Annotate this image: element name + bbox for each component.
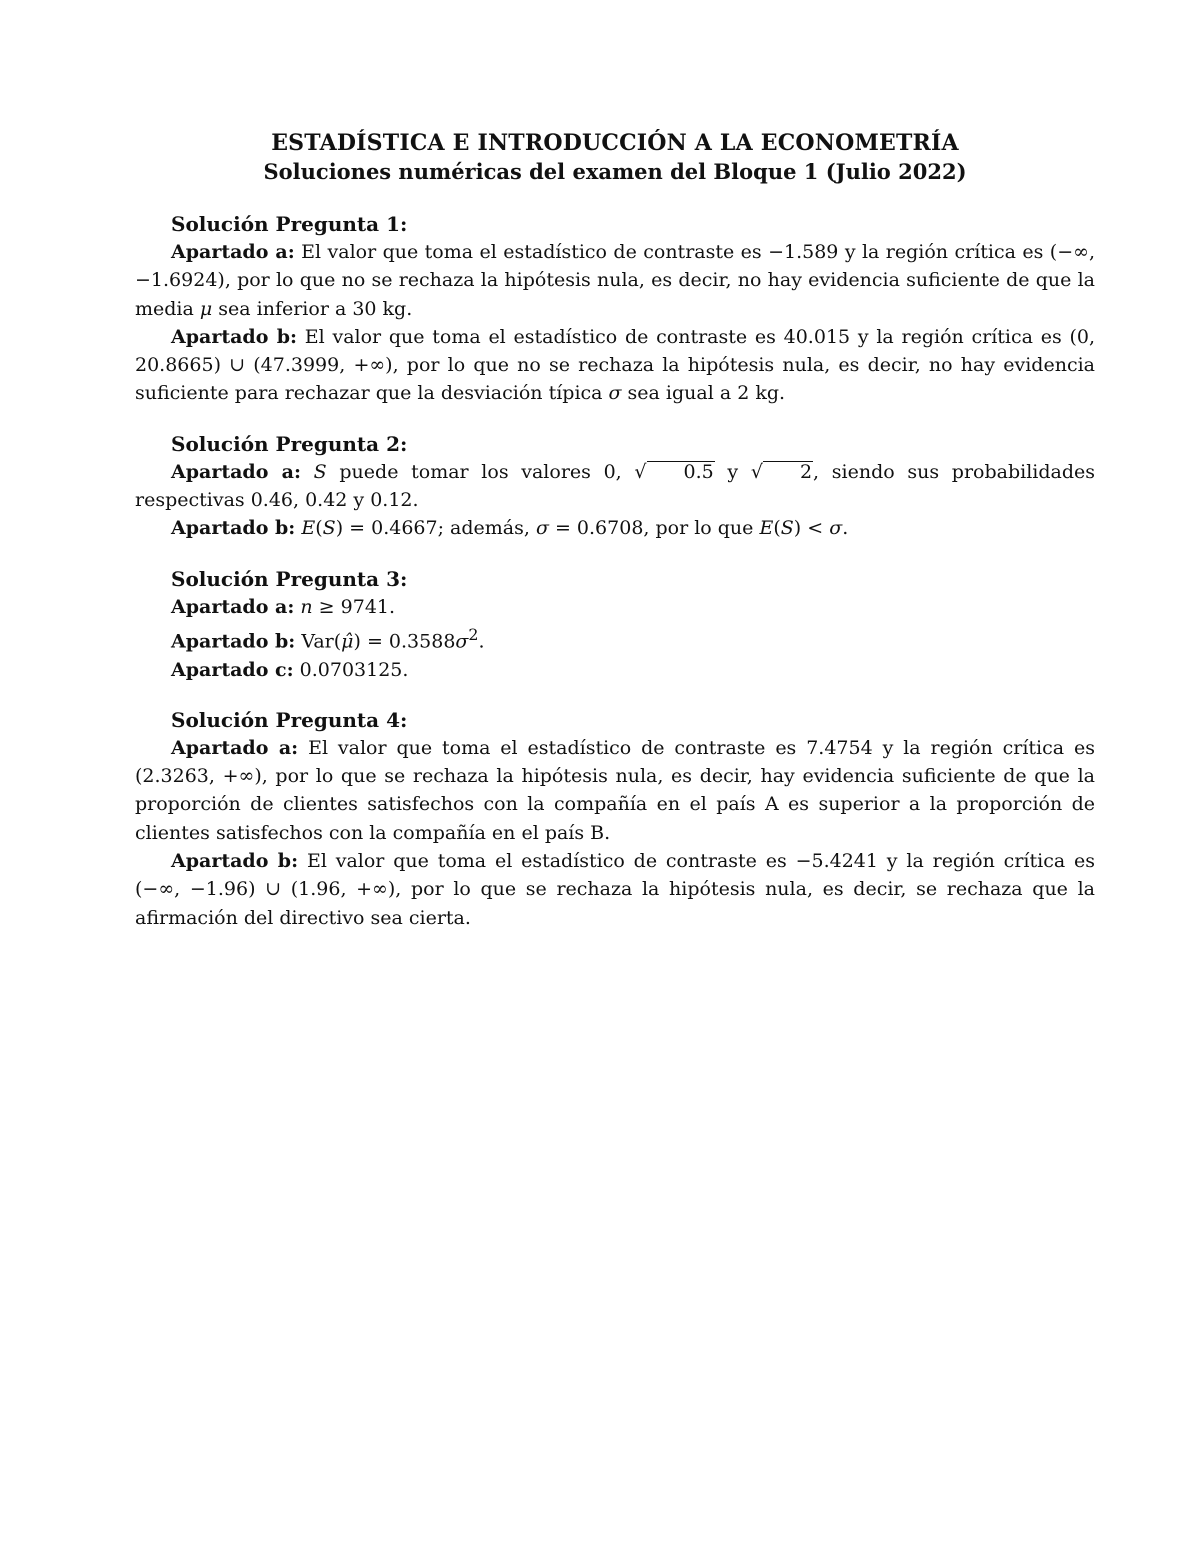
document-subtitle: Soluciones numéricas del examen del Bloque 1 (Julio 2022) (263, 159, 967, 184)
part-text: sea igual a 2 kg. (621, 382, 786, 405)
question-3-section (135, 565, 1095, 684)
part-text: , siendo sus probabilidades respectivas 0.46, 0.42 y 0.12. (135, 460, 1095, 512)
part-text: . (478, 630, 485, 653)
part-text: sea inferior a 30 kg. (212, 297, 413, 320)
part-text: 0.0703125. (293, 658, 409, 681)
math-mu-hat: μ̂ (341, 630, 354, 653)
part-label: Apartado a: (171, 460, 301, 483)
math-n: n (300, 595, 313, 618)
question-2-heading: Solución Pregunta 2: (171, 431, 408, 456)
question-2-part-b (135, 514, 1095, 542)
part-text: ( (773, 517, 781, 540)
question-4-heading: Solución Pregunta 4: (171, 707, 408, 732)
part-text: ( (315, 517, 323, 540)
part-text: El valor que toma el estadístico de contraste es 7.4754 y la región crítica es (2.3263, +∞), por lo que se rechaza la hipótesis nula, es decir, hay evidencia suficiente de que la proporción de clientes satisfechos con la compañía en el país A es superior a la proporción de clientes satisfechos con la compañía en el país B. (135, 736, 1095, 844)
math-E: E (759, 517, 774, 540)
sqrt-symbol: √ (634, 460, 647, 483)
document-title: ESTADÍSTICA E INTRODUCCIÓN A LA ECONOMETRÍA (271, 130, 959, 156)
question-1-heading: Solución Pregunta 1: (171, 212, 408, 236)
question-3-heading: Solución Pregunta 3: (171, 566, 408, 591)
part-text: ≥ 9741. (312, 595, 396, 618)
question-4-part-b (135, 847, 1095, 932)
question-3-part-a (135, 593, 1095, 621)
question-1-section (135, 210, 1095, 408)
part-text: ) = 0.3588 (353, 630, 456, 653)
question-2-section (135, 430, 1095, 543)
math-sigma: σ (535, 517, 549, 540)
math-sigma: σ (829, 517, 843, 540)
part-label: Apartado b: (171, 325, 298, 348)
question-1-part-a (135, 238, 1095, 323)
part-text: El valor que toma el estadístico de contraste es 40.015 y la región crítica es (0, 20.8665) ∪ (47.3999, +∞), por lo que no se rechaza la hipótesis nula, es decir, no hay evidencia suficiente para rechazar que la desviación típica (135, 325, 1096, 405)
math-sigma: σ (455, 630, 469, 653)
part-text: puede tomar los valores 0, (326, 460, 635, 483)
part-label: Apartado b: (171, 517, 296, 540)
sqrt-radicand: 0.5 (647, 461, 715, 482)
part-label: Apartado a: (171, 241, 295, 263)
part-text: El valor que toma el estadístico de contraste es −1.589 y la región crítica es (−∞, −1.6924), por lo que no se rechaza la hipótesis nula, es decir, no hay evidencia suficiente de que la media (135, 241, 1095, 320)
question-2-part-a (135, 458, 1095, 515)
math-S: S (322, 517, 336, 540)
math-S: S (780, 517, 794, 540)
question-4-part-a (135, 734, 1095, 847)
question-3-part-b (135, 621, 1095, 656)
part-text: ) = 0.4667; además, (335, 517, 536, 540)
sqrt-symbol: √ (750, 460, 763, 483)
math-sigma: σ (608, 382, 622, 405)
question-3-part-c (135, 656, 1095, 684)
part-text: ) < (793, 517, 830, 540)
part-label: Apartado c: (171, 658, 294, 681)
part-label: Apartado b: (171, 850, 299, 873)
math-mu: μ (199, 297, 213, 320)
math-S: S (313, 460, 327, 483)
part-label: Apartado a: (171, 595, 295, 618)
question-1-part-b (135, 323, 1095, 408)
sqrt-radicand: 2 (763, 461, 813, 482)
part-text: y (714, 460, 751, 483)
part-text: = 0.6708, por lo que (548, 517, 760, 540)
document-page (135, 128, 1095, 954)
superscript-2: 2 (468, 624, 479, 644)
part-text: El valor que toma el estadístico de contraste es −5.4241 y la región crítica es (−∞, −1.96) ∪ (1.96, +∞), por lo que se rechaza la hipótesis nula, es decir, se rechaza que la afirmación del directivo sea cierta. (135, 850, 1095, 929)
part-label: Apartado b: (171, 630, 296, 653)
part-label: Apartado a: (171, 736, 299, 759)
question-4-section (135, 706, 1095, 932)
math-E: E (301, 517, 316, 540)
part-text: Var( (295, 630, 342, 653)
part-text: . (842, 517, 849, 540)
